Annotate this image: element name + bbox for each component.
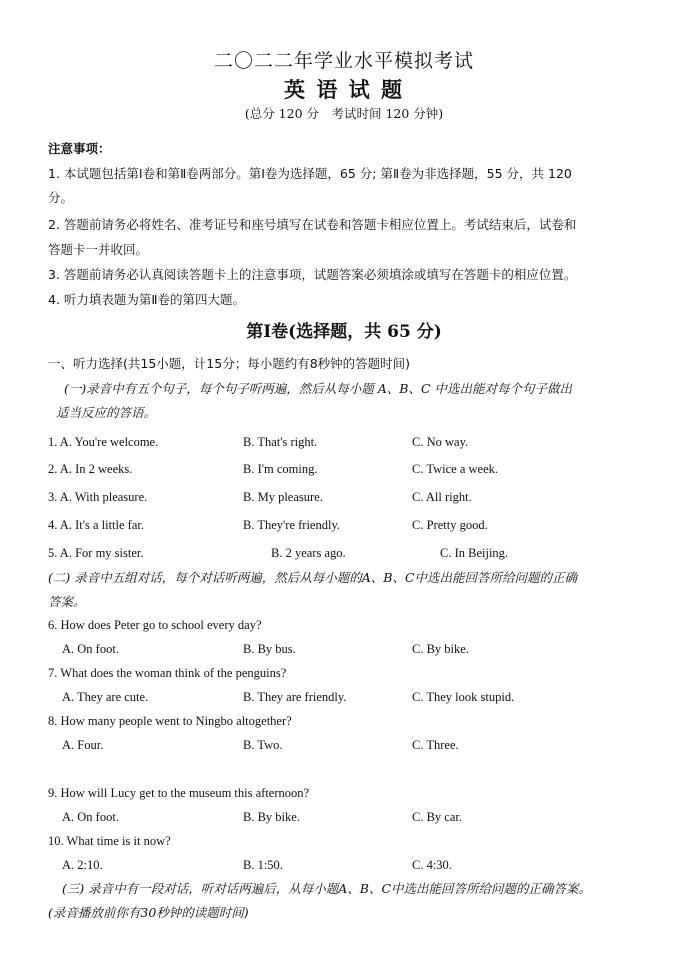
q2-option-b: B. I'm coming. bbox=[243, 462, 318, 476]
note-item-4: 4. 听力填表题为第Ⅱ卷的第四大题。 bbox=[48, 292, 246, 307]
q10-option-c: C. 4:30. bbox=[412, 858, 452, 872]
q9-option-c: C. By car. bbox=[412, 810, 462, 824]
q6-question: 6. How does Peter go to school every day? bbox=[48, 618, 262, 632]
q5-option-a: 5. A. For my sister. bbox=[48, 546, 144, 560]
q3-option-a: 3. A. With pleasure. bbox=[48, 490, 148, 504]
note-item-2-cont: 答题卡一并收回。 bbox=[48, 242, 149, 257]
subject-title: 英 语 试 题 bbox=[284, 77, 404, 102]
q7-question: 7. What does the woman think of the penguins? bbox=[48, 666, 287, 680]
q8-option-a: A. Four. bbox=[62, 738, 104, 752]
notes-heading: 注意事项： bbox=[48, 141, 111, 156]
q2-option-a: 2. A. In 2 weeks. bbox=[48, 462, 133, 476]
q9-option-a: A. On foot. bbox=[62, 810, 119, 824]
q1-option-c: C. No way. bbox=[412, 435, 469, 449]
q6-option-c: C. By bike. bbox=[412, 642, 469, 656]
note-item-3: 3. 答题前请务必认真阅读答题卡上的注意事项，试题答案必须填涂或填写在答题卡的相应位置。 bbox=[48, 267, 577, 282]
q2-option-c: C. Twice a week. bbox=[412, 462, 499, 476]
section-title: 第Ⅰ卷(选择题，共 65 分) bbox=[246, 322, 442, 342]
q3-option-b: B. My pleasure. bbox=[243, 490, 323, 504]
q9-option-b: B. By bike. bbox=[243, 810, 300, 824]
exam-meta: (总分 120 分 考试时间 120 分钟) bbox=[244, 106, 444, 121]
sub2-instruction-cont: 答案。 bbox=[48, 594, 86, 609]
q1-option-a: 1. A. You're welcome. bbox=[48, 435, 159, 449]
q8-option-c: C. Three. bbox=[412, 738, 459, 752]
sub1-instruction-cont: 适当反应的答语。 bbox=[56, 405, 157, 420]
sub3-instruction-cont: (录音播放前你有30秒钟的读题时间) bbox=[48, 905, 249, 920]
part1-heading: 一、听力选择(共15小题，计15分；每小题约有8秒钟的答题时间) bbox=[48, 356, 411, 371]
q4-option-c: C. Pretty good. bbox=[412, 518, 488, 532]
q4-option-a: 4. A. It's a little far. bbox=[48, 518, 144, 532]
sub1-instruction: (一)录音中有五个句子，每个句子听两遍，然后从每小题 A、B、C 中选出能对每个句子做出 bbox=[64, 381, 572, 396]
q5-option-c: C. In Beijing. bbox=[440, 546, 509, 560]
q6-option-a: A. On foot. bbox=[62, 642, 119, 656]
q7-option-b: B. They are friendly. bbox=[243, 690, 347, 704]
q10-question: 10. What time is it now? bbox=[48, 834, 171, 848]
q6-option-b: B. By bus. bbox=[243, 642, 296, 656]
note-item-1-cont: 分。 bbox=[48, 190, 74, 205]
q1-option-b: B. That's right. bbox=[243, 435, 318, 449]
q3-option-c: C. All right. bbox=[412, 490, 472, 504]
q5-option-b: B. 2 years ago. bbox=[271, 546, 346, 560]
q4-option-b: B. They're friendly. bbox=[243, 518, 341, 532]
q7-option-a: A. They are cute. bbox=[62, 690, 149, 704]
note-item-1: 1. 本试题包括第Ⅰ卷和第Ⅱ卷两部分。第Ⅰ卷为选择题，65 分; 第Ⅱ卷为非选择题，55 分，共 120 bbox=[48, 166, 572, 181]
exam-title: 二〇二二年学业水平模拟考试 bbox=[213, 50, 474, 72]
q8-question: 8. How many people went to Ningbo altogether? bbox=[48, 714, 292, 728]
sub2-instruction: (二) 录音中五组对话，每个对话听两遍，然后从每小题的A、B、C中选出能回答所给问题的正确 bbox=[48, 570, 578, 585]
q9-question: 9. How will Lucy get to the museum this afternoon? bbox=[48, 786, 310, 800]
q8-option-b: B. Two. bbox=[243, 738, 283, 752]
sub3-instruction: (三) 录音中有一段对话，听对话两遍后，从每小题A、B、C中选出能回答所给问题的正确答案。 bbox=[62, 881, 592, 896]
q10-option-a: A. 2:10. bbox=[62, 858, 103, 872]
note-item-2: 2. 答题前请务必将姓名、准考证号和座号填写在试卷和答题卡相应位置上。考试结束后，试卷和 bbox=[48, 217, 577, 232]
q10-option-b: B. 1:50. bbox=[243, 858, 283, 872]
q7-option-c: C. They look stupid. bbox=[412, 690, 515, 704]
